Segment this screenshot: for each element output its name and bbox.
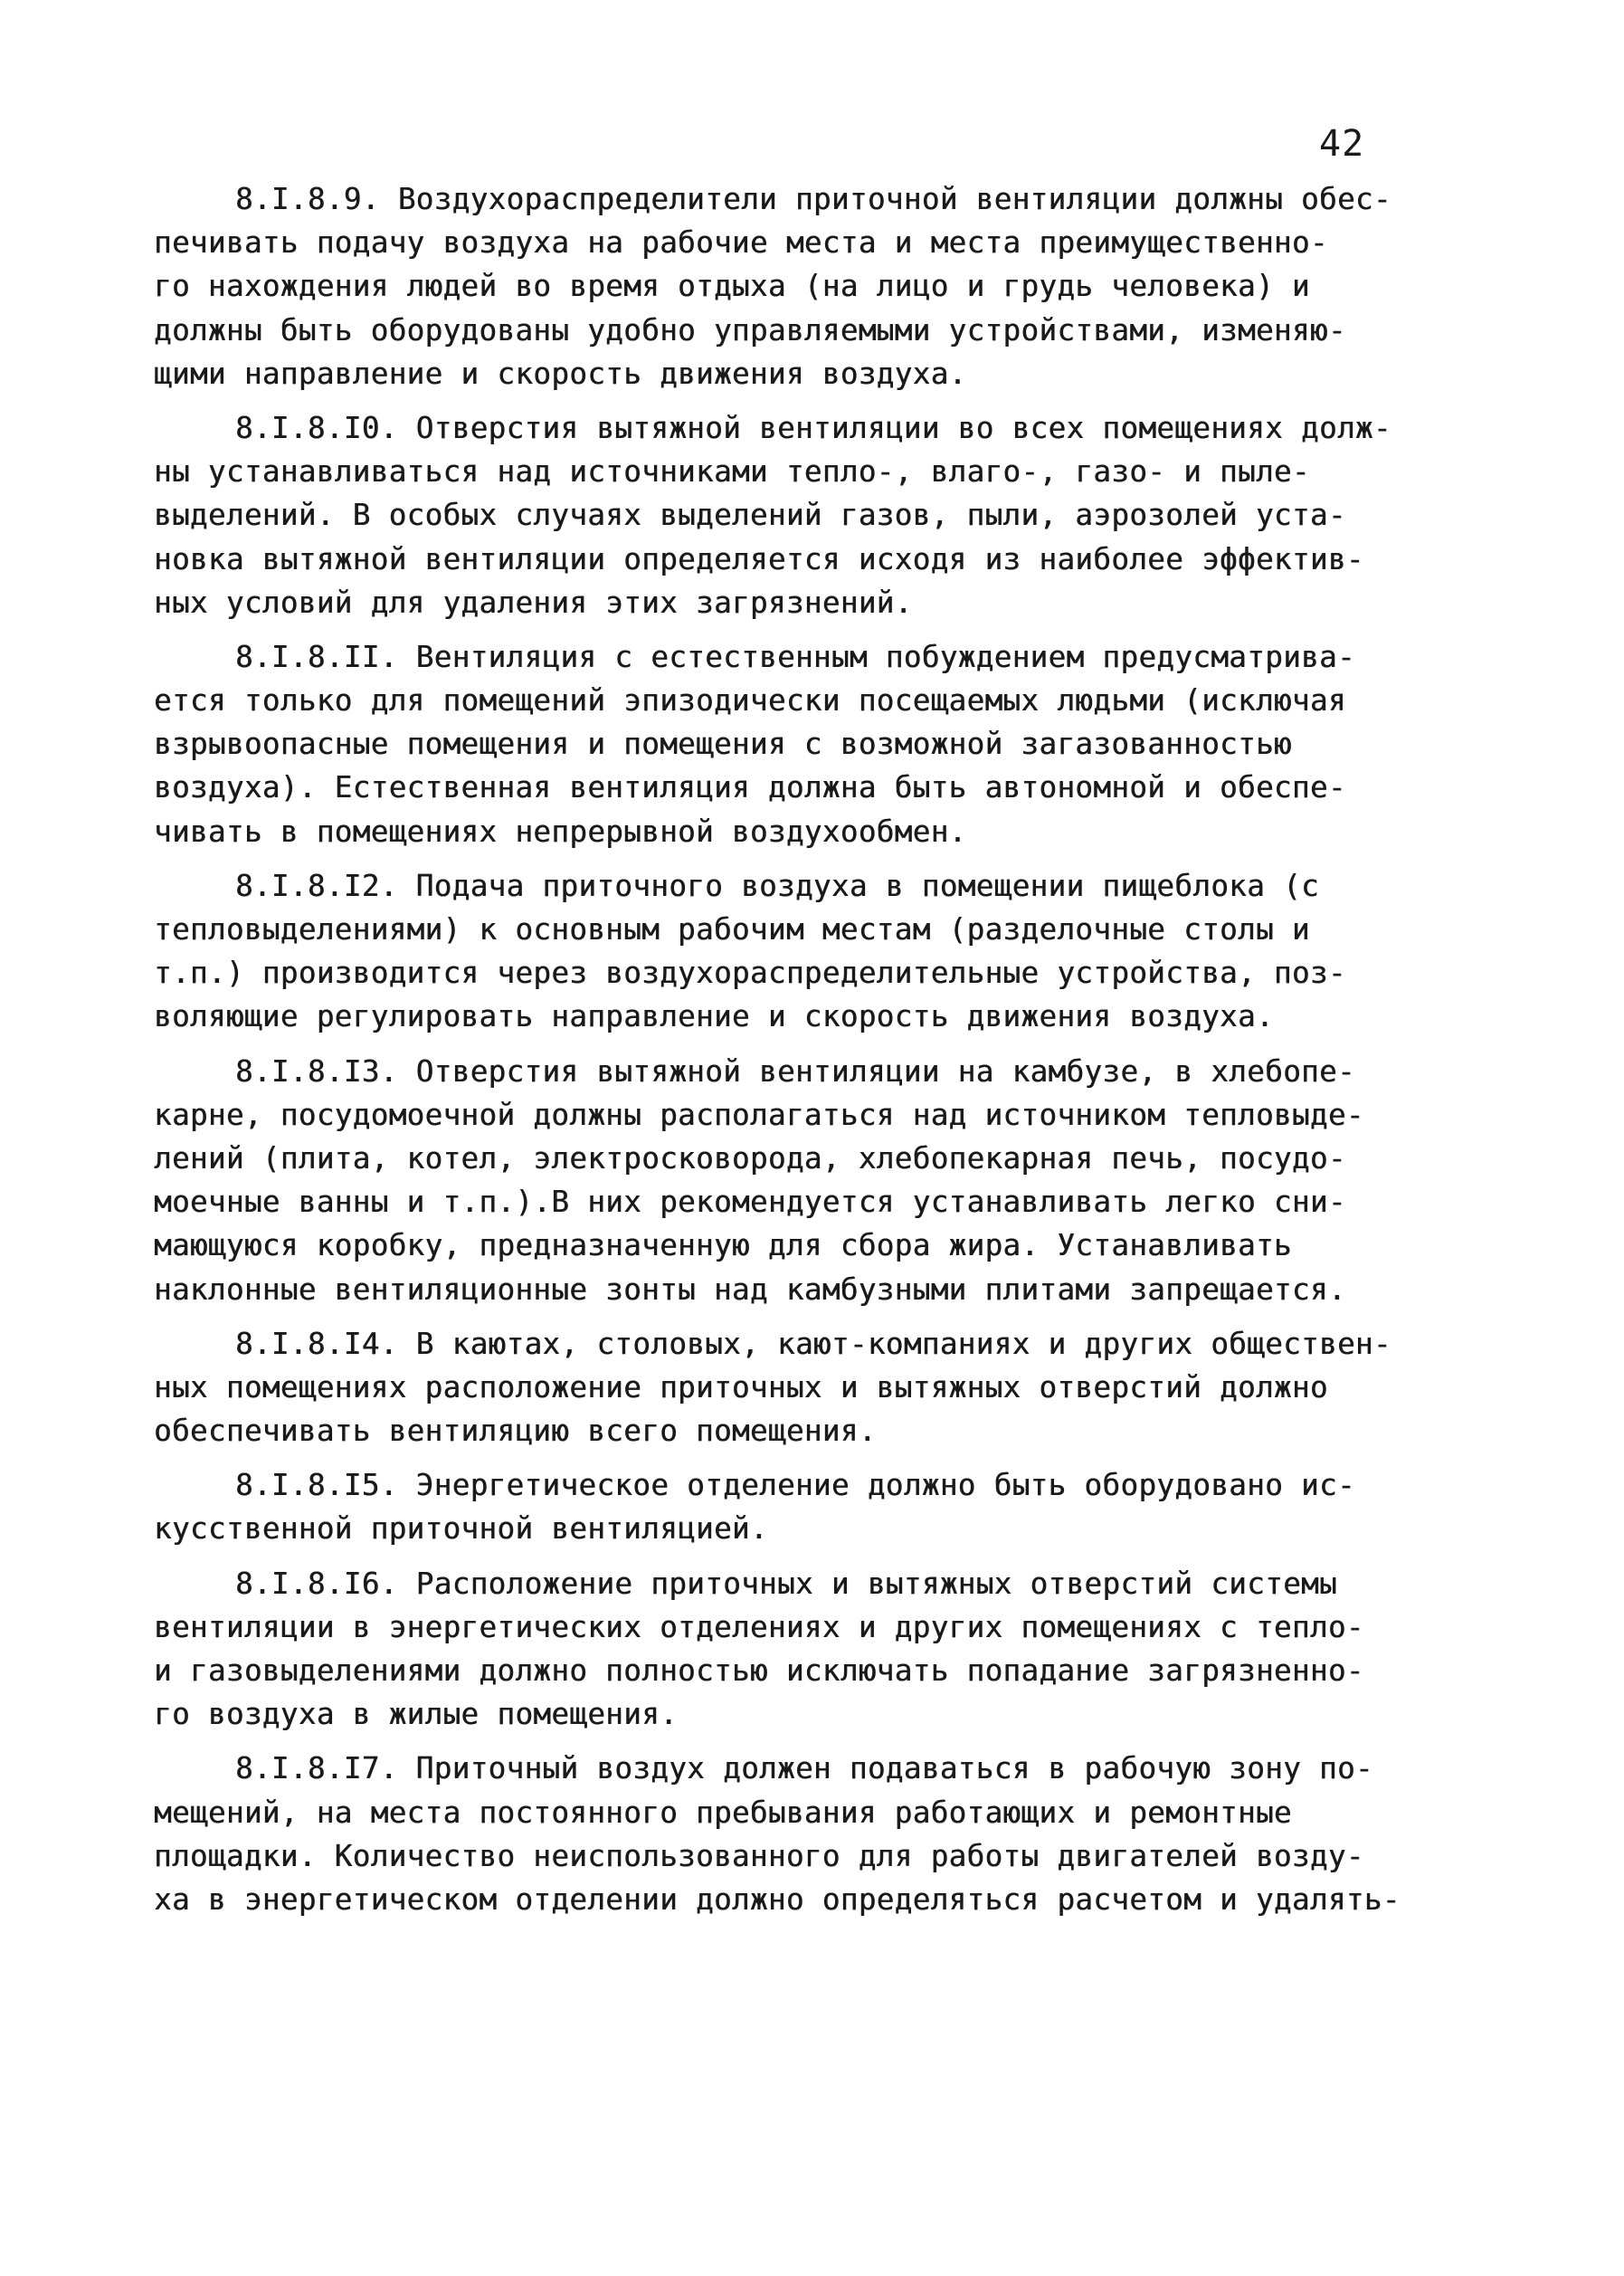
text-line: кусственной приточной вентиляцией.	[154, 1511, 768, 1547]
paragraph	[154, 177, 1493, 395]
text-line: мещений, на места постоянного пребывания работающих и ремонтные	[154, 1795, 1292, 1830]
paragraph	[154, 864, 1493, 1039]
text-line: лений (плита, котел, электросковорода, хлебопекарная печь, посудо-	[154, 1140, 1346, 1176]
text-line: ха в энергетическом отделении должно определяться расчетом и удалять-	[154, 1881, 1401, 1917]
text-line: моечные ванны и т.п.).В них рекомендуется устанавливать легко сни-	[154, 1185, 1346, 1220]
text-line: ных условий для удаления этих загрязнений.	[154, 585, 913, 620]
document-body	[154, 177, 1493, 1932]
text-line: 8.I.8.9. Воздухораспределители приточной вентиляции должны обес-	[235, 182, 1391, 216]
text-line: вентиляции в энергетических отделениях и других помещениях с тепло-	[154, 1609, 1364, 1644]
text-line: 8.I.8.I6. Расположение приточных и вытяжных отверстий системы	[235, 1566, 1337, 1601]
text-line: 8.I.8.I4. В каютах, столовых, кают-компаниях и других обществен-	[235, 1326, 1391, 1361]
text-line: 8.I.8.II. Вентиляция с естественным побуждением предусматрива-	[235, 639, 1355, 674]
text-line: воляющие регулировать направление и скорость движения воздуха.	[154, 999, 1274, 1034]
text-line: мающуюся коробку, предназначенную для сбора жира. Устанавливать	[154, 1228, 1292, 1263]
paragraph	[154, 1562, 1493, 1737]
text-line: го нахождения людей во время отдыха (на лицо и грудь человека) и	[154, 269, 1310, 304]
text-line: 8.I.8.I0. Отверстия вытяжной вентиляции во всех помещениях долж-	[235, 410, 1391, 445]
text-line: площадки. Количество неиспользованного для работы двигателей возду-	[154, 1838, 1364, 1873]
paragraph	[154, 406, 1493, 624]
text-line: выделений. В особых случаях выделений газов, пыли, аэрозолей уста-	[154, 498, 1346, 533]
text-line: чивать в помещениях непрерывной воздухообмен.	[154, 814, 967, 849]
paragraph	[154, 635, 1493, 853]
text-line: печивать подачу воздуха на рабочие места и места преимущественно-	[154, 225, 1328, 261]
text-line: ны устанавливаться над источниками тепло-, влаго-, газо- и пыле-	[154, 454, 1310, 490]
text-line: щими направление и скорость движения воздуха.	[154, 356, 967, 391]
text-line: 8.I.8.I3. Отверстия вытяжной вентиляции на камбузе, в хлебопе-	[235, 1053, 1355, 1089]
text-line: новка вытяжной вентиляции определяется исходя из наиболее эффектив-	[154, 541, 1364, 576]
paragraph	[154, 1747, 1493, 1921]
text-line: карне, посудомоечной должны располагаться над источником тепловыде-	[154, 1097, 1364, 1132]
paragraph	[154, 1322, 1493, 1453]
text-line: 8.I.8.I5. Энергетическое отделение должно быть оборудовано ис-	[235, 1468, 1355, 1503]
paragraph	[154, 1050, 1493, 1311]
text-line: 8.I.8.I7. Приточный воздух должен подаваться в рабочую зону по-	[235, 1751, 1373, 1786]
text-line: обеспечивать вентиляцию всего помещения.	[154, 1414, 877, 1449]
page-number: 42	[1319, 123, 1365, 165]
text-line: взрывоопасные помещения и помещения с возможной загазованностью	[154, 727, 1292, 762]
text-line: воздуха). Естественная вентиляция должна быть автономной и обеспе-	[154, 770, 1346, 805]
text-line: т.п.) производится через воздухораспределительные устройства, поз-	[154, 956, 1346, 991]
text-line: ется только для помещений эпизодически посещаемых людьми (исключая	[154, 683, 1346, 719]
text-line: 8.I.8.I2. Подача приточного воздуха в помещении пищеблока (с	[235, 868, 1319, 903]
text-line: ных помещениях расположение приточных и вытяжных отверстий должно	[154, 1369, 1328, 1405]
paragraph	[154, 1463, 1493, 1550]
text-line: наклонные вентиляционные зонты над камбузными плитами запрещается.	[154, 1271, 1346, 1307]
text-line: тепловыделениями) к основным рабочим местам (разделочные столы и	[154, 912, 1310, 947]
text-line: го воздуха в жилые помещения.	[154, 1697, 679, 1732]
text-line: должны быть оборудованы удобно управляемыми устройствами, изменяю-	[154, 312, 1346, 348]
text-line: и газовыделениями должно полностью исключать попадание загрязненно-	[154, 1653, 1364, 1688]
